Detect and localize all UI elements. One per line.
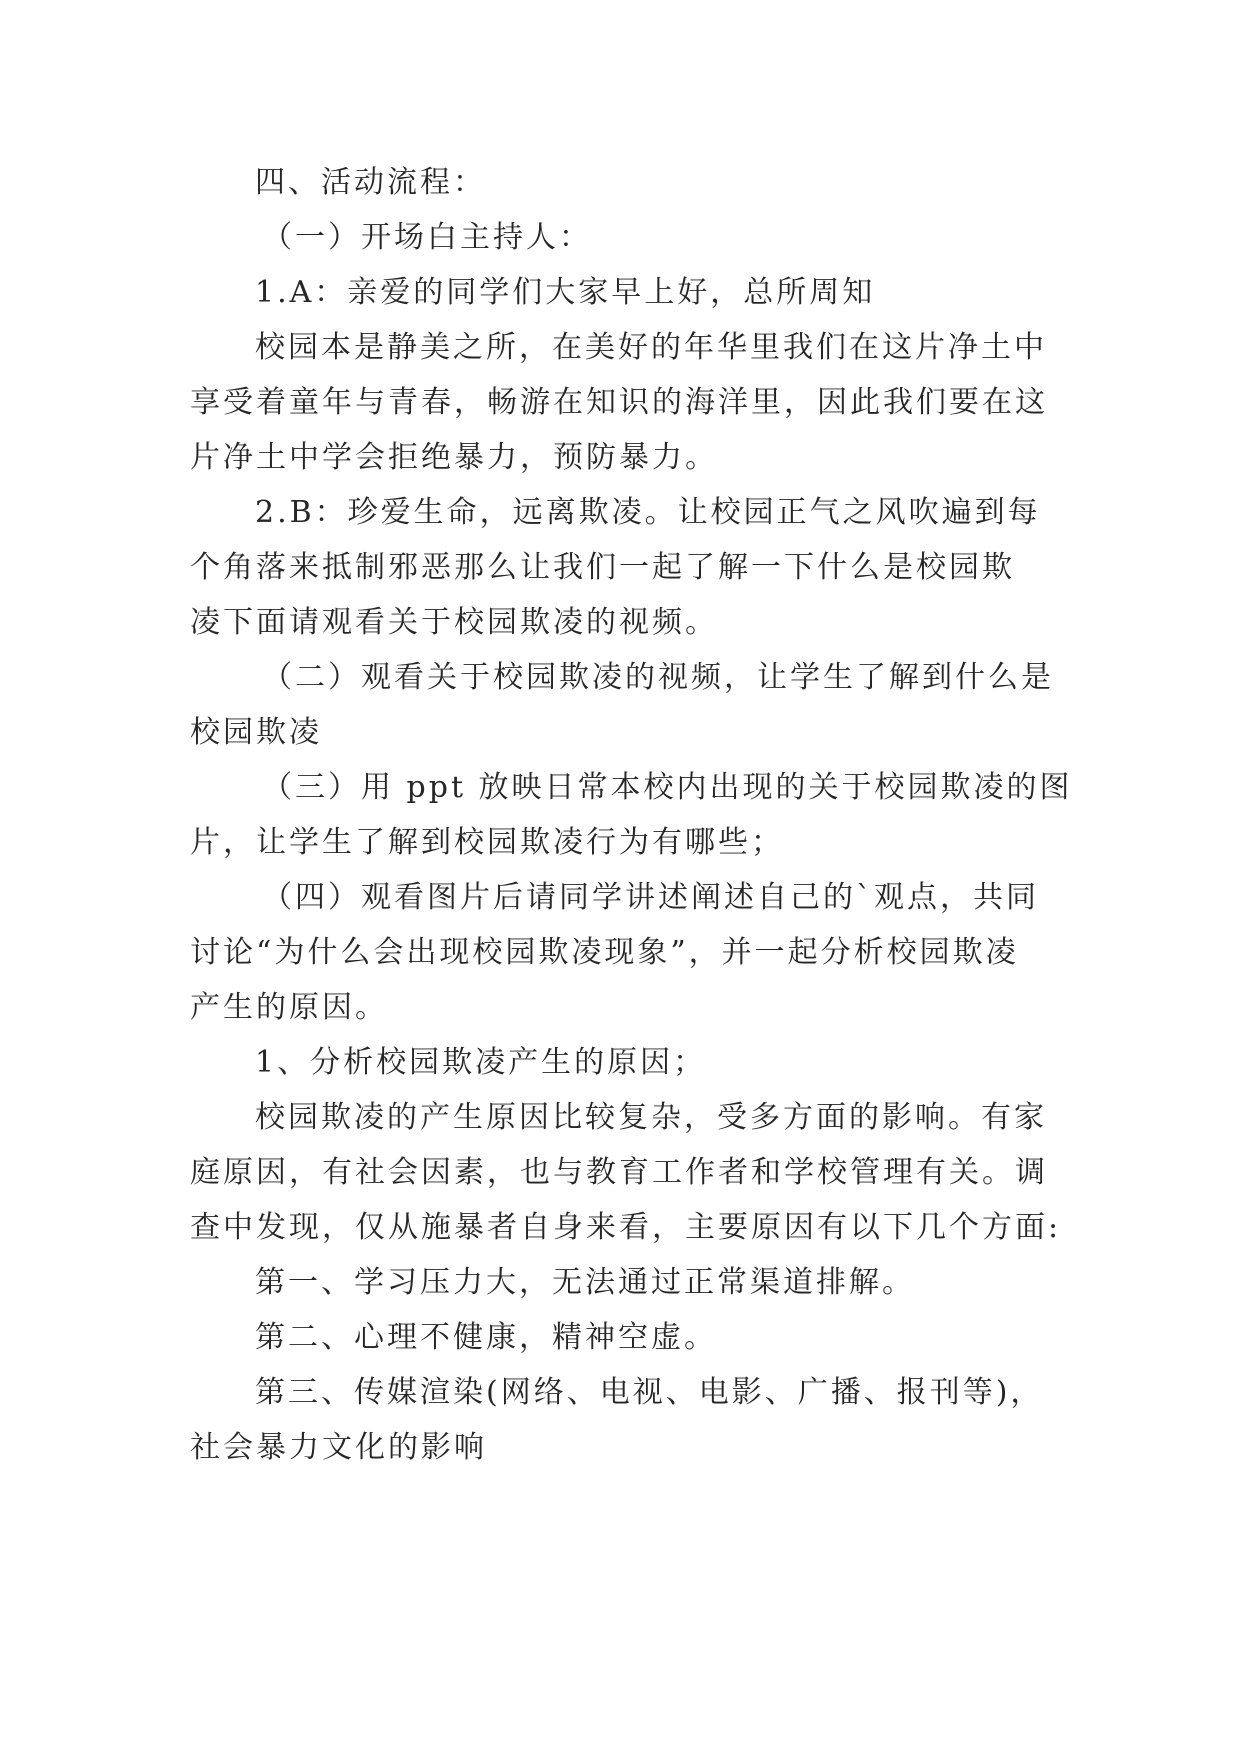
paragraph-line: （二）观看关于校园欺凌的视频，让学生了解到什么是 [262,660,1054,695]
paragraph-line: 校园欺凌 [190,715,322,750]
paragraph-line: 片净土中学会拒绝暴力，预防暴力。 [190,440,718,475]
paragraph-line: （三）用 ppt 放映日常本校内出现的关于校园欺凌的图 [262,770,1073,805]
paragraph-line: 第一、学习压力大，无法通过正常渠道排解。 [255,1265,915,1300]
paragraph-line: 社会暴力文化的影响 [190,1430,487,1465]
paragraph-line: 个角落来抵制邪恶那么让我们一起了解一下什么是校园欺 [190,550,1015,585]
paragraph-line: 第三、传媒渲染(网络、电视、电影、广播、报刊等)， [255,1375,1044,1410]
paragraph-line: 校园本是静美之所，在美好的年华里我们在这片净土中 [255,330,1047,365]
subsection-heading: （一）开场白主持人： [262,220,592,255]
paragraph-line: 产生的原因。 [190,990,388,1025]
paragraph-line: 庭原因，有社会因素，也与教育工作者和学校管理有关。调 [190,1155,1048,1190]
paragraph-line: 2.B：珍爱生命，远离欺凌。让校园正气之风吹遍到每 [255,495,1041,530]
paragraph-line: 享受着童年与青春，畅游在知识的海洋里，因此我们要在这 [190,385,1048,420]
paragraph-line: （四）观看图片后请同学讲述阐述自己的`观点，共同 [262,880,1039,915]
paragraph-line: 校园欺凌的产生原因比较复杂，受多方面的影响。有家 [255,1100,1047,1135]
paragraph-line: 讨论“为什么会出现校园欺凌现象”，并一起分析校园欺凌 [190,935,1019,970]
section-heading: 四、活动流程： [255,165,486,200]
paragraph-line: 片，让学生了解到校园欺凌行为有哪些； [190,825,784,860]
paragraph-line: 1、分析校园欺凌产生的原因； [255,1045,707,1080]
paragraph-line: 第二、心理不健康，精神空虚。 [255,1320,717,1355]
paragraph-line: 凌下面请观看关于校园欺凌的视频。 [190,605,718,640]
paragraph-line: 查中发现，仅从施暴者自身来看，主要原因有以下几个方面: [190,1210,1062,1245]
paragraph-line: 1.A：亲爱的同学们大家早上好，总所周知 [255,275,876,310]
